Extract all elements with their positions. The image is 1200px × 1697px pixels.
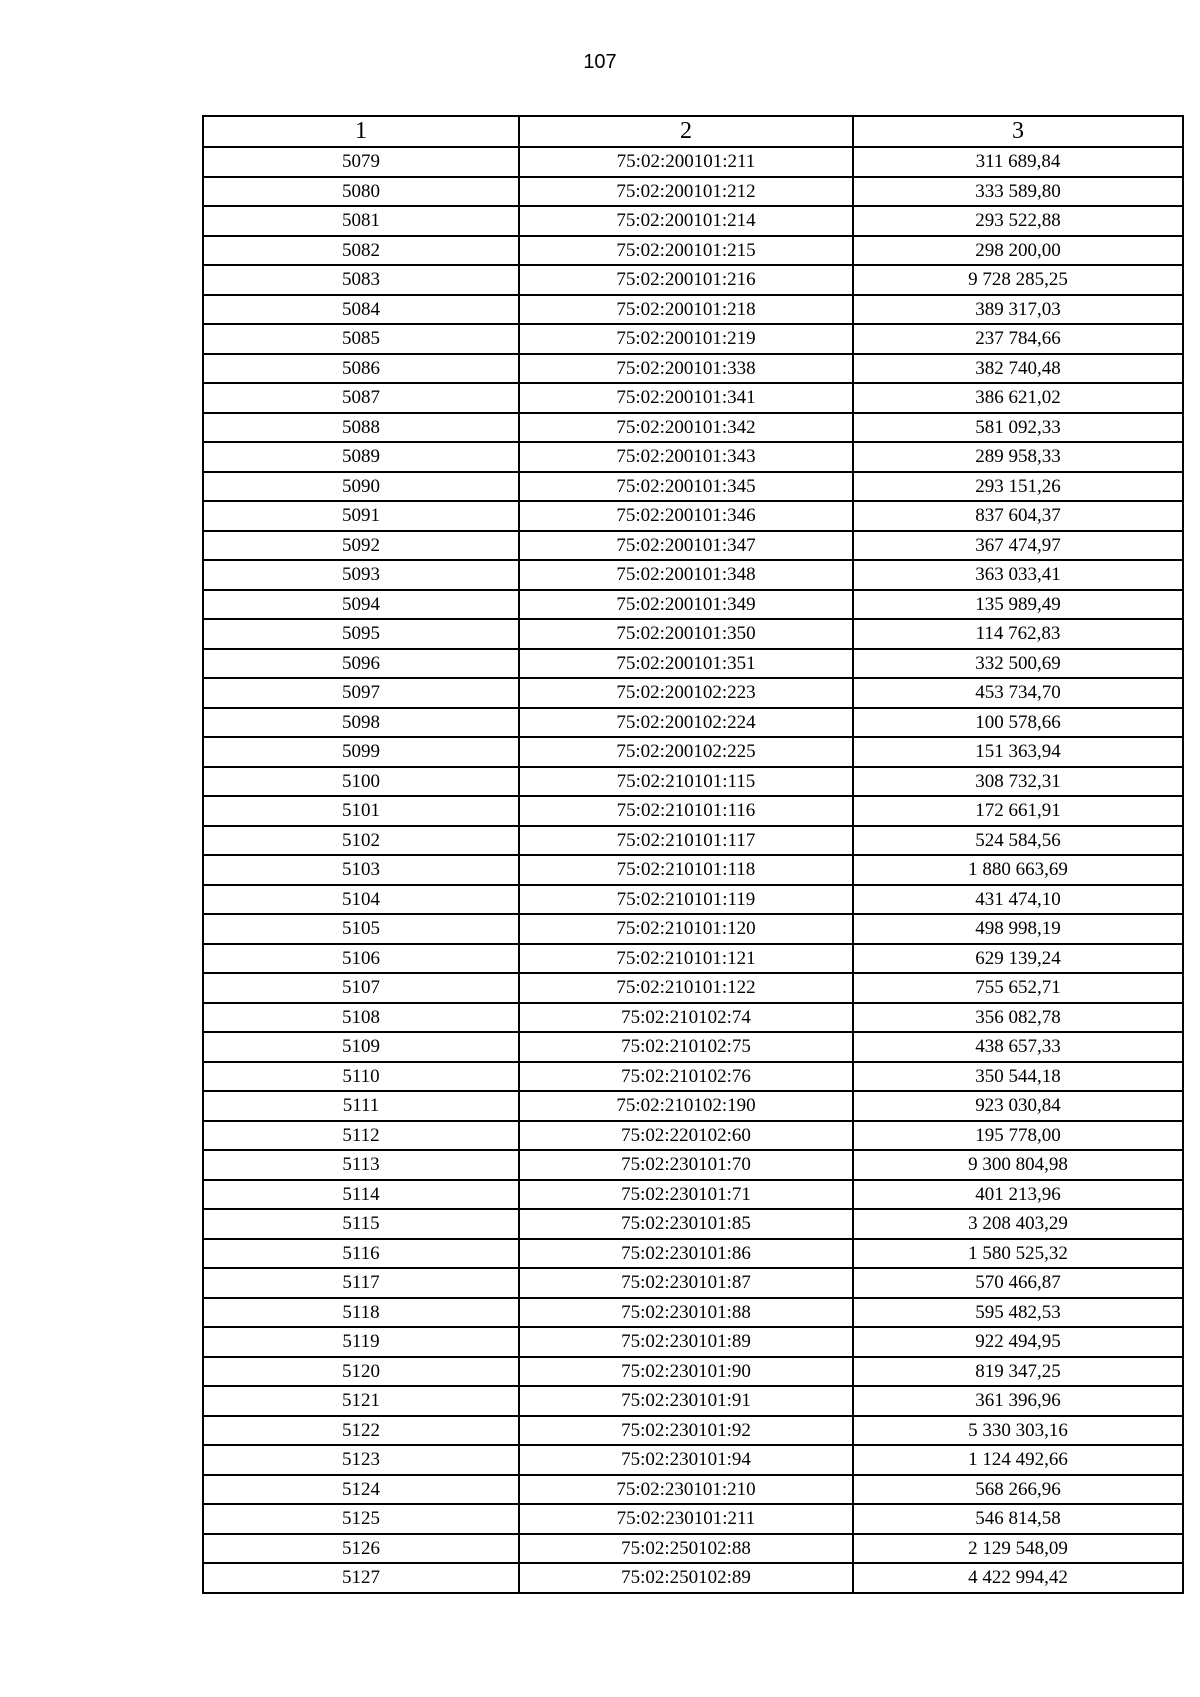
cadastral-number-cell: 75:02:230101:71 bbox=[519, 1180, 853, 1210]
row-number-cell: 5088 bbox=[203, 413, 519, 443]
cadastral-number-cell: 75:02:230101:88 bbox=[519, 1298, 853, 1328]
cadastral-number-cell: 75:02:200102:223 bbox=[519, 678, 853, 708]
row-number-cell: 5122 bbox=[203, 1416, 519, 1446]
table-row bbox=[203, 1239, 1183, 1269]
cadastral-number-cell: 75:02:200101:341 bbox=[519, 383, 853, 413]
table-header bbox=[203, 116, 1183, 147]
row-number-cell: 5110 bbox=[203, 1062, 519, 1092]
table-row bbox=[203, 914, 1183, 944]
value-cell: 755 652,71 bbox=[853, 973, 1183, 1003]
value-cell: 311 689,84 bbox=[853, 147, 1183, 177]
cadastral-number-cell: 75:02:230101:94 bbox=[519, 1445, 853, 1475]
value-cell: 289 958,33 bbox=[853, 442, 1183, 472]
table-row bbox=[203, 1121, 1183, 1151]
cadastral-number-cell: 75:02:200101:214 bbox=[519, 206, 853, 236]
row-number-cell: 5115 bbox=[203, 1209, 519, 1239]
row-number-cell: 5099 bbox=[203, 737, 519, 767]
value-cell: 151 363,94 bbox=[853, 737, 1183, 767]
table-row bbox=[203, 1327, 1183, 1357]
value-cell: 923 030,84 bbox=[853, 1091, 1183, 1121]
row-number-cell: 5097 bbox=[203, 678, 519, 708]
table-row bbox=[203, 1150, 1183, 1180]
row-number-cell: 5103 bbox=[203, 855, 519, 885]
cadastral-number-cell: 75:02:200102:224 bbox=[519, 708, 853, 738]
value-cell: 9 300 804,98 bbox=[853, 1150, 1183, 1180]
cadastral-number-cell: 75:02:200101:216 bbox=[519, 265, 853, 295]
cadastral-number-cell: 75:02:210101:116 bbox=[519, 796, 853, 826]
value-cell: 5 330 303,16 bbox=[853, 1416, 1183, 1446]
row-number-cell: 5095 bbox=[203, 619, 519, 649]
table-row bbox=[203, 944, 1183, 974]
table-row bbox=[203, 973, 1183, 1003]
value-cell: 308 732,31 bbox=[853, 767, 1183, 797]
cadastral-number-cell: 75:02:250102:88 bbox=[519, 1534, 853, 1564]
value-cell: 367 474,97 bbox=[853, 531, 1183, 561]
value-cell: 922 494,95 bbox=[853, 1327, 1183, 1357]
value-cell: 333 589,80 bbox=[853, 177, 1183, 207]
cadastral-number-cell: 75:02:210101:117 bbox=[519, 826, 853, 856]
table-row bbox=[203, 295, 1183, 325]
cadastral-number-cell: 75:02:210102:74 bbox=[519, 1003, 853, 1033]
cadastral-number-cell: 75:02:230101:85 bbox=[519, 1209, 853, 1239]
value-cell: 2 129 548,09 bbox=[853, 1534, 1183, 1564]
value-cell: 356 082,78 bbox=[853, 1003, 1183, 1033]
cadastral-number-cell: 75:02:220102:60 bbox=[519, 1121, 853, 1151]
value-cell: 363 033,41 bbox=[853, 560, 1183, 590]
value-cell: 1 124 492,66 bbox=[853, 1445, 1183, 1475]
table-row bbox=[203, 265, 1183, 295]
table-row bbox=[203, 1534, 1183, 1564]
page-number: 107 bbox=[583, 51, 617, 73]
value-cell: 581 092,33 bbox=[853, 413, 1183, 443]
row-number-cell: 5112 bbox=[203, 1121, 519, 1151]
row-number-cell: 5085 bbox=[203, 324, 519, 354]
table-row bbox=[203, 177, 1183, 207]
value-cell: 1 880 663,69 bbox=[853, 855, 1183, 885]
cadastral-number-cell: 75:02:200101:346 bbox=[519, 501, 853, 531]
cadastral-number-cell: 75:02:200101:215 bbox=[519, 236, 853, 266]
value-cell: 114 762,83 bbox=[853, 619, 1183, 649]
cadastral-number-cell: 75:02:210102:76 bbox=[519, 1062, 853, 1092]
value-cell: 431 474,10 bbox=[853, 885, 1183, 915]
cadastral-number-cell: 75:02:210101:122 bbox=[519, 973, 853, 1003]
row-number-cell: 5105 bbox=[203, 914, 519, 944]
value-cell: 453 734,70 bbox=[853, 678, 1183, 708]
table-row bbox=[203, 1445, 1183, 1475]
table-row bbox=[203, 206, 1183, 236]
cadastral-number-cell: 75:02:200101:211 bbox=[519, 147, 853, 177]
table-row bbox=[203, 796, 1183, 826]
table-row bbox=[203, 147, 1183, 177]
value-cell: 524 584,56 bbox=[853, 826, 1183, 856]
table-row bbox=[203, 442, 1183, 472]
table-row bbox=[203, 678, 1183, 708]
table-row bbox=[203, 560, 1183, 590]
row-number-cell: 5121 bbox=[203, 1386, 519, 1416]
row-number-cell: 5092 bbox=[203, 531, 519, 561]
row-number-cell: 5113 bbox=[203, 1150, 519, 1180]
row-number-cell: 5116 bbox=[203, 1239, 519, 1269]
value-cell: 546 814,58 bbox=[853, 1504, 1183, 1534]
cadastral-number-cell: 75:02:230101:86 bbox=[519, 1239, 853, 1269]
row-number-cell: 5102 bbox=[203, 826, 519, 856]
value-cell: 293 151,26 bbox=[853, 472, 1183, 502]
cadastral-number-cell: 75:02:230101:70 bbox=[519, 1150, 853, 1180]
table-row bbox=[203, 885, 1183, 915]
row-number-cell: 5087 bbox=[203, 383, 519, 413]
row-number-cell: 5127 bbox=[203, 1563, 519, 1593]
table-row bbox=[203, 383, 1183, 413]
value-cell: 298 200,00 bbox=[853, 236, 1183, 266]
cadastral-number-cell: 75:02:230101:91 bbox=[519, 1386, 853, 1416]
cadastral-number-cell: 75:02:200101:212 bbox=[519, 177, 853, 207]
cadastral-number-cell: 75:02:200101:350 bbox=[519, 619, 853, 649]
row-number-cell: 5083 bbox=[203, 265, 519, 295]
row-number-cell: 5091 bbox=[203, 501, 519, 531]
cadastral-number-cell: 75:02:230101:90 bbox=[519, 1357, 853, 1387]
table-row bbox=[203, 1062, 1183, 1092]
table-row bbox=[203, 708, 1183, 738]
cadastral-number-cell: 75:02:200101:342 bbox=[519, 413, 853, 443]
table-body bbox=[203, 147, 1183, 1593]
row-number-cell: 5117 bbox=[203, 1268, 519, 1298]
row-number-cell: 5089 bbox=[203, 442, 519, 472]
row-number-cell: 5090 bbox=[203, 472, 519, 502]
table-row bbox=[203, 1475, 1183, 1505]
value-cell: 100 578,66 bbox=[853, 708, 1183, 738]
row-number-cell: 5124 bbox=[203, 1475, 519, 1505]
cadastral-number-cell: 75:02:210101:119 bbox=[519, 885, 853, 915]
row-number-cell: 5107 bbox=[203, 973, 519, 1003]
table-row bbox=[203, 1180, 1183, 1210]
table-row bbox=[203, 354, 1183, 384]
cadastral-number-cell: 75:02:200101:219 bbox=[519, 324, 853, 354]
value-cell: 568 266,96 bbox=[853, 1475, 1183, 1505]
value-cell: 401 213,96 bbox=[853, 1180, 1183, 1210]
cadastral-number-cell: 75:02:200101:347 bbox=[519, 531, 853, 561]
cadastral-number-cell: 75:02:230101:210 bbox=[519, 1475, 853, 1505]
table-row bbox=[203, 737, 1183, 767]
table-row bbox=[203, 324, 1183, 354]
row-number-cell: 5101 bbox=[203, 796, 519, 826]
cadastral-number-cell: 75:02:210101:121 bbox=[519, 944, 853, 974]
table-row bbox=[203, 1209, 1183, 1239]
row-number-cell: 5082 bbox=[203, 236, 519, 266]
row-number-cell: 5086 bbox=[203, 354, 519, 384]
table-row bbox=[203, 236, 1183, 266]
row-number-cell: 5111 bbox=[203, 1091, 519, 1121]
table-row bbox=[203, 1386, 1183, 1416]
cadastral-number-cell: 75:02:210101:115 bbox=[519, 767, 853, 797]
value-cell: 172 661,91 bbox=[853, 796, 1183, 826]
row-number-cell: 5118 bbox=[203, 1298, 519, 1328]
row-number-cell: 5120 bbox=[203, 1357, 519, 1387]
cadastral-number-cell: 75:02:210102:75 bbox=[519, 1032, 853, 1062]
value-cell: 498 998,19 bbox=[853, 914, 1183, 944]
cadastral-number-cell: 75:02:250102:89 bbox=[519, 1563, 853, 1593]
table-row bbox=[203, 413, 1183, 443]
table-row bbox=[203, 590, 1183, 620]
cadastral-number-cell: 75:02:200101:351 bbox=[519, 649, 853, 679]
cadastral-number-cell: 75:02:200101:348 bbox=[519, 560, 853, 590]
row-number-cell: 5079 bbox=[203, 147, 519, 177]
table-row bbox=[203, 619, 1183, 649]
table-row bbox=[203, 1268, 1183, 1298]
cadastral-number-cell: 75:02:200101:343 bbox=[519, 442, 853, 472]
column-header-1: 1 bbox=[203, 116, 519, 147]
row-number-cell: 5125 bbox=[203, 1504, 519, 1534]
value-cell: 382 740,48 bbox=[853, 354, 1183, 384]
row-number-cell: 5096 bbox=[203, 649, 519, 679]
cadastral-number-cell: 75:02:200101:349 bbox=[519, 590, 853, 620]
table-row bbox=[203, 1003, 1183, 1033]
row-number-cell: 5094 bbox=[203, 590, 519, 620]
table-row bbox=[203, 1357, 1183, 1387]
table-row bbox=[203, 531, 1183, 561]
row-number-cell: 5108 bbox=[203, 1003, 519, 1033]
value-cell: 4 422 994,42 bbox=[853, 1563, 1183, 1593]
header-row bbox=[203, 116, 1183, 147]
cadastral-number-cell: 75:02:200101:345 bbox=[519, 472, 853, 502]
value-cell: 570 466,87 bbox=[853, 1268, 1183, 1298]
table-row bbox=[203, 1091, 1183, 1121]
column-header-3: 3 bbox=[853, 116, 1183, 147]
row-number-cell: 5084 bbox=[203, 295, 519, 325]
cadastral-number-cell: 75:02:230101:89 bbox=[519, 1327, 853, 1357]
row-number-cell: 5106 bbox=[203, 944, 519, 974]
value-cell: 386 621,02 bbox=[853, 383, 1183, 413]
row-number-cell: 5114 bbox=[203, 1180, 519, 1210]
column-header-2: 2 bbox=[519, 116, 853, 147]
table-row bbox=[203, 826, 1183, 856]
table-row bbox=[203, 1504, 1183, 1534]
cadastral-number-cell: 75:02:230101:92 bbox=[519, 1416, 853, 1446]
table-row bbox=[203, 649, 1183, 679]
data-table bbox=[202, 115, 1184, 1594]
row-number-cell: 5100 bbox=[203, 767, 519, 797]
value-cell: 237 784,66 bbox=[853, 324, 1183, 354]
row-number-cell: 5119 bbox=[203, 1327, 519, 1357]
value-cell: 332 500,69 bbox=[853, 649, 1183, 679]
row-number-cell: 5109 bbox=[203, 1032, 519, 1062]
row-number-cell: 5098 bbox=[203, 708, 519, 738]
cadastral-number-cell: 75:02:200102:225 bbox=[519, 737, 853, 767]
cadastral-number-cell: 75:02:200101:218 bbox=[519, 295, 853, 325]
cadastral-number-cell: 75:02:200101:338 bbox=[519, 354, 853, 384]
value-cell: 1 580 525,32 bbox=[853, 1239, 1183, 1269]
value-cell: 819 347,25 bbox=[853, 1357, 1183, 1387]
cadastral-number-cell: 75:02:230101:87 bbox=[519, 1268, 853, 1298]
value-cell: 293 522,88 bbox=[853, 206, 1183, 236]
table-row bbox=[203, 855, 1183, 885]
cadastral-number-cell: 75:02:230101:211 bbox=[519, 1504, 853, 1534]
value-cell: 361 396,96 bbox=[853, 1386, 1183, 1416]
row-number-cell: 5123 bbox=[203, 1445, 519, 1475]
row-number-cell: 5126 bbox=[203, 1534, 519, 1564]
table-row bbox=[203, 1298, 1183, 1328]
cadastral-number-cell: 75:02:210101:120 bbox=[519, 914, 853, 944]
row-number-cell: 5081 bbox=[203, 206, 519, 236]
value-cell: 438 657,33 bbox=[853, 1032, 1183, 1062]
value-cell: 629 139,24 bbox=[853, 944, 1183, 974]
value-cell: 837 604,37 bbox=[853, 501, 1183, 531]
row-number-cell: 5104 bbox=[203, 885, 519, 915]
table-row bbox=[203, 767, 1183, 797]
table-row bbox=[203, 1416, 1183, 1446]
row-number-cell: 5080 bbox=[203, 177, 519, 207]
table-row bbox=[203, 1032, 1183, 1062]
table-row bbox=[203, 472, 1183, 502]
table-row bbox=[203, 1563, 1183, 1593]
value-cell: 595 482,53 bbox=[853, 1298, 1183, 1328]
row-number-cell: 5093 bbox=[203, 560, 519, 590]
value-cell: 350 544,18 bbox=[853, 1062, 1183, 1092]
value-cell: 389 317,03 bbox=[853, 295, 1183, 325]
value-cell: 135 989,49 bbox=[853, 590, 1183, 620]
cadastral-number-cell: 75:02:210102:190 bbox=[519, 1091, 853, 1121]
value-cell: 195 778,00 bbox=[853, 1121, 1183, 1151]
value-cell: 3 208 403,29 bbox=[853, 1209, 1183, 1239]
table-row bbox=[203, 501, 1183, 531]
cadastral-number-cell: 75:02:210101:118 bbox=[519, 855, 853, 885]
value-cell: 9 728 285,25 bbox=[853, 265, 1183, 295]
